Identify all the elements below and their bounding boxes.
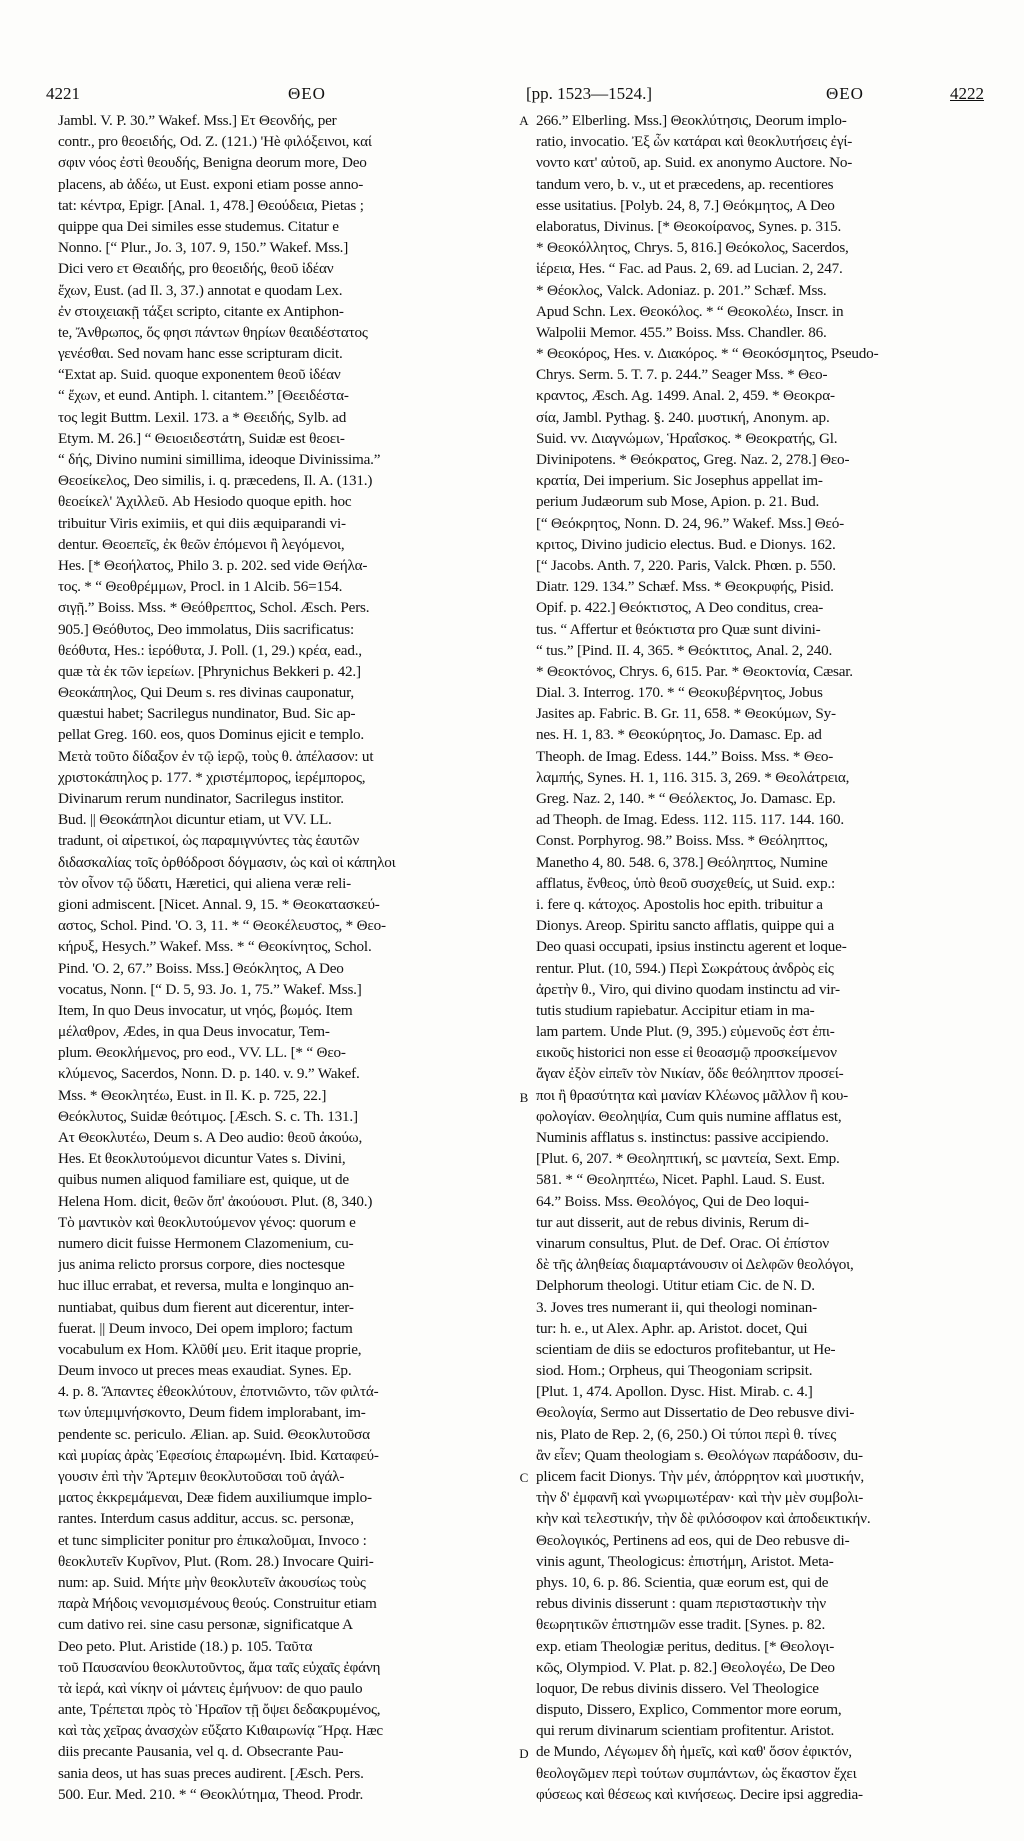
text-line: et tunc simpliciter ponitur pro ἐπικαλοῦμαι, Invoco : <box>58 1531 367 1549</box>
text-line: 3. Joves tres numerant ii, qui theologi nominan- <box>536 1298 818 1316</box>
text-line: contr., pro θεοειδής, Od. Z. (121.) 'Hè φιλόξεινοι, καί <box>58 133 372 151</box>
text-line: κρατία, Dei imperium. Sic Josephus appellat im- <box>536 472 823 490</box>
text-line: ματος ἐκκρεμάμεναι, Deæ fidem auxiliumque implo- <box>58 1489 372 1507</box>
text-line: κραντος, Æsch. Ag. 1499. Anal. 2, 459. * Θεοκρα- <box>536 387 835 405</box>
left-column <box>58 110 490 1805</box>
text-line: Nonno. [“ Plur., Jo. 3, 107. 9, 150.” Wakef. Mss.] <box>58 239 349 257</box>
text-line: [Plut. 1, 474. Apollon. Dysc. Hist. Mirab. c. 4.] <box>536 1383 813 1401</box>
text-line: “ δής, Divino numini simillima, ideoque Divinissima.” <box>58 451 381 468</box>
text-line: θεολογῶμεν περὶ τούτων συμπάντων, ὡς ἕκαστον ἔχει <box>536 1764 857 1782</box>
right-headword: ΘΕΟ <box>826 84 864 103</box>
text-line: plum. Θεοκλήμενος, pro eod., VV. LL. [* “ Θεο- <box>58 1044 346 1062</box>
text-line: tutis studium rapiebatur. Accipitur etiam in ma- <box>536 1001 815 1019</box>
text-line: sania deos, ut has suas preces audirent. [Æsch. Pers. <box>58 1764 364 1782</box>
text-line: Τὸ μαντικὸν καὶ θεοκλυτούμενον γένος: quorum e <box>58 1213 356 1231</box>
text-line: rantes. Interdum casus additur, accus. sc. personæ, <box>58 1510 354 1528</box>
text-line: 500. Eur. Med. 210. * “ Θεοκλύτημα, Theod. Prodr. <box>58 1785 364 1803</box>
text-line: Numinis afflatus s. instinctus: passive accipiendo. <box>536 1129 829 1146</box>
text-line: Dici vero ετ Θεαιδής, pro θεοειδής, θεοῦ ἰδέαν <box>58 260 334 278</box>
text-line: Dionys. Areop. Spiritu sancto afflatis, quippe qui a <box>536 917 835 935</box>
text-line: de Mundo, Λέγωμεν δὴ ἡμεῖς, καὶ καθ' ὅσον ἐφικτόν, <box>536 1743 852 1761</box>
text-line: παρὰ Μήδοις νενομισμένους θεούς. Construitur etiam <box>58 1595 377 1613</box>
text-line: fuerat. || Deum invoco, Dei opem imploro; factum <box>58 1319 353 1337</box>
text-line: Θεολογικός, Pertinens ad eos, qui de Deo rebusve di- <box>536 1531 850 1549</box>
text-line: ἱέρεια, Hes. “ Fac. ad Paus. 2, 69. ad Lucian. 2, 247. <box>536 260 843 278</box>
text-line: διδασκαλίας τοῖς ὀρθόδροσι δόγμασιν, ὡς καὶ οἱ κάπηλοι <box>58 853 396 871</box>
text-line: τὸν οἶνον τῷ ὕδατι, Hæretici, qui aliena veræ reli- <box>58 874 352 892</box>
text-line: Etym. M. 26.] “ Θειοειδεστάτη, Suidæ est θεοει- <box>58 429 345 447</box>
text-line: dentur. Θεοεπεῖς, ἐκ θεῶν ἐπόμενοι ἢ λεγόμενοι, <box>58 535 345 553</box>
text-line: Apud Schn. Lex. Θεοκόλος. * “ Θεοκολέω, Inscr. in <box>536 302 844 320</box>
text-line: lam partem. Unde Plut. (9, 395.) εὐμενοῦς ἐστ ἐπι- <box>536 1023 835 1041</box>
text-line: Θεοκάπηλος, Qui Deum s. res divinas cauponatur, <box>58 684 355 702</box>
text-line: τὴν δ' ἐμφανῆ καὶ γνωριμωτέραν· καὶ τὴν μὲν συμβολι- <box>536 1489 864 1507</box>
text-line: Manetho 4, 80. 548. 6, 378.] Θεόληπτος, Numine <box>536 853 828 871</box>
text-line: Deo quasi occupati, ipsius instinctu agerent et loque- <box>536 938 847 956</box>
text-line: * Θεοκτόνος, Chrys. 6, 615. Par. * Θεοκτονία, Cæsar. <box>536 662 853 680</box>
text-line: καὶ τὰς χεῖρας ἀνασχὼν εὔξατο Κιθαιρωνίᾳ Ἥρᾳ. Hæc <box>58 1722 383 1740</box>
text-line: pendente sc. periculo. Ælian. ap. Suid. Θεοκλυτοῦσα <box>58 1425 370 1443</box>
page-range: [pp. 1523—1524.] <box>526 84 653 103</box>
text-line: Const. Porphyrog. 98.” Boiss. Mss. * Θεόληπτος, <box>536 832 828 850</box>
text-line: * Θέοκλος, Valck. Adoniaz. p. 201.” Schæf. Mss. <box>536 281 827 299</box>
text-line: φύσεως καὶ θέσεως καὶ κινήσεως. Decire ipsi aggredia- <box>536 1785 863 1803</box>
text-line: Pind. 'O. 2, 67.” Boiss. Mss.] Θεόκλητος, A Deo <box>58 959 344 977</box>
text-line: siod. Hom.; Orpheus, qui Theogoniam scripsit. <box>536 1362 813 1380</box>
text-line: σφιν νόος ἐστὶ θεουδής, Benigna deorum more, Deo <box>58 154 367 172</box>
text-line: ἄγαν ἐξὸν εἰπεῖν τὸν Νικίαν, ὅδε θεόληπτον προσεί- <box>536 1065 844 1083</box>
text-line: num: ap. Suid. Μήτε μὴν θεοκλυτεῖν ἀκουσίως τοὺς <box>58 1573 366 1591</box>
text-line: Μετὰ τοῦτο δίδαξον ἐν τῷ ἱερῷ, τοὺς θ. ἀπέλασον: ut <box>58 747 374 765</box>
margin-letter-a: A <box>519 113 529 128</box>
right-column <box>536 110 988 1805</box>
text-line: Chrys. Serm. 5. T. 7. p. 244.” Seager Mss. * Θεο- <box>536 366 828 384</box>
text-line: tradunt, οἱ αἱρετικοί, ὡς παραμιγνύντες τὰς ἑαυτῶν <box>58 832 360 850</box>
text-line: loquor, De rebus divinis dissero. Vel Theologice <box>536 1679 819 1697</box>
text-line: vocatus, Nonn. [“ D. 5, 93. Jo. 1, 75.” Wakef. Mss.] <box>58 980 362 998</box>
text-line: 581. * “ Θεοληπτέω, Nicet. Paphl. Laud. S. Eust. <box>536 1171 825 1189</box>
text-line: ἂν εἶεν; Quam theologiam s. Θεολόγων παράδοσιν, du- <box>536 1446 863 1464</box>
text-line: θεοείκελ' Ἀχιλλεῦ. Ab Hesiodo quoque epith. hoc <box>58 493 352 511</box>
text-line: ante, Τρέπεται πρὸς τὸ Ἡραῖον τῇ ὄψει δεδακρυμένος, <box>58 1701 381 1719</box>
text-line: Suid. vv. Διαγνώμων, Ἡραΐσκος. * Θεοκρατής, Gl. <box>536 429 838 447</box>
text-line: ad Theoph. de Imag. Edess. 112. 115. 117. 144. 160. <box>536 811 844 829</box>
text-line: ποι ἢ θρασύτητα καὶ μανίαν Κλέωνος μᾶλλον ἢ κου- <box>536 1086 849 1104</box>
text-line: ἐν στοιχειακῇ τάξει scripto, citante ex Antiphon- <box>58 302 344 320</box>
text-line: τος legit Buttm. Lexil. 173. a * Θεειδής, Sylb. ad <box>58 408 347 426</box>
text-line: Θεοείκελος, Deo similis, i. q. præcedens, Il. A. (131.) <box>58 472 373 490</box>
text-line: tandum vero, b. v., ut et præcedens, ap. recentiores <box>536 175 834 193</box>
text-line: Divinipotens. * Θεόκρατος, Greg. Naz. 2, 278.] Θεο- <box>536 451 850 468</box>
text-line: καὶ μυρίας ἀρὰς Ἐφεσίοις ἐπαρωμένη. Ibid. Καταφεύ- <box>58 1446 379 1464</box>
margin-letter-b: B <box>519 1090 529 1105</box>
text-line: tur: h. e., ut Alex. Aphr. ap. Aristot. docet, Qui <box>536 1319 808 1337</box>
text-line: Diatr. 129. 134.” Schæf. Mss. * Θεοκρυφής, Pisid. <box>536 578 834 596</box>
text-line: gioni admiscent. [Nicet. Annal. 9, 15. * Θεοκατασκεύ- <box>58 895 380 913</box>
text-line: 905.] Θεόθυτος, Deo immolatus, Diis sacrificatus: <box>58 620 354 638</box>
text-line: disputo, Dissero, Explico, Commentor more eorum, <box>536 1701 842 1719</box>
text-line: afflatus, ἔνθεος, ὑπὸ θεοῦ συσχεθείς, ut Suid. exp.: <box>536 874 836 892</box>
text-line: quippe qua Dei similes esse studemus. Citatur e <box>58 217 339 235</box>
left-headword: ΘΕΟ <box>288 84 326 103</box>
text-line: Bud. || Θεοκάπηλοι dicuntur etiam, ut VV. LL. <box>58 811 332 829</box>
text-line: vinarum consultus, Plut. de Def. Orac. Οἱ ἐπίστον <box>536 1234 829 1252</box>
text-line: δὲ τῆς ἀληθείας διαμαρτάνουσιν οἱ Δελφῶν θεολόγοι, <box>536 1256 854 1274</box>
text-line: Deum invoco ut preces meas exaudiat. Synes. Ep. <box>58 1362 352 1380</box>
text-line: αστος, Schol. Pind. 'O. 3, 11. * “ Θεοκέλευστος, * Θεο- <box>58 917 386 935</box>
text-line: Mss. * Θεοκλητέω, Eust. in Il. K. p. 725, 22.] <box>58 1086 327 1104</box>
text-line: Walpolii Memor. 455.” Boiss. Mss. Chandler. 86. <box>536 323 827 341</box>
text-line: huc illuc errabat, et reversa, multa e longinquo an- <box>58 1277 354 1295</box>
text-line: κριτος, Divino judicio electus. Bud. e Dionys. 162. <box>536 535 836 553</box>
text-line: Theoph. de Imag. Edess. 144.” Boiss. Mss. * Θεο- <box>536 747 834 765</box>
text-line: nes. H. 1, 83. * Θεοκύρητος, Jo. Damasc. Ep. ad <box>536 726 822 744</box>
margin-letter-c: C <box>519 1470 529 1485</box>
text-line: esse usitatius. [Polyb. 24, 8, 7.] Θεόκμητος, A Deo <box>536 196 835 214</box>
text-line: jus anima relicto prorsus corpore, dies noctesque <box>58 1256 345 1274</box>
text-line: των ὑπεμιμνήσκοντο, Deum fidem implorabant, im- <box>58 1404 366 1422</box>
text-line: Deo peto. Plut. Aristide (18.) p. 105. Ταῦτα <box>58 1637 313 1655</box>
text-line: κὴν καὶ τελεστικήν, τὴν δὲ φιλόσοφον καὶ ἀποδεικτικήν. <box>536 1510 871 1528</box>
text-line: Jasites ap. Fabric. B. Gr. 11, 658. * Θεοκύμων, Sy- <box>536 705 836 723</box>
text-line: Greg. Naz. 2, 140. * “ Θεόλεκτος, Jo. Damasc. Ep. <box>536 790 836 807</box>
text-line: ἀρετὴν θ., Viro, qui divino quodam instinctu ad vir- <box>536 980 840 998</box>
text-line: Dial. 3. Interrog. 170. * “ Θεοκυβέρνητος, Jobus <box>536 684 823 702</box>
text-line: quæstui habet; Sacrilegus nundinator, Bud. Sic ap- <box>58 705 356 723</box>
text-line: Delphorum theologi. Utitur etiam Cic. de N. D. <box>536 1277 815 1295</box>
text-line: κήρυξ, Hesych.” Wakef. Mss. * “ Θεοκίνητος, Schol. <box>58 938 372 956</box>
text-line: rentur. Plut. (10, 594.) Περὶ Σωκράτους ἀνδρὸς εἰς <box>536 959 834 977</box>
text-line: τος. * “ Θεοθρέμμων, Procl. in 1 Alcib. 56=154. <box>58 578 343 596</box>
text-line: placens, ab ἀδέω, ut Eust. exponi etiam posse anno- <box>58 175 364 193</box>
text-line: [“ Θεόκρητος, Nonn. D. 24, 96.” Wakef. Mss.] Θεό- <box>536 514 844 532</box>
text-line: elaboratus, Divinus. [* Θεοκοίρανος, Synes. p. 315. <box>536 217 842 235</box>
text-line: τοῦ Παυσανίου θεοκλυτοῦντος, ἅμα ταῖς εὐχαῖς ἐφάνη <box>58 1658 381 1676</box>
text-line: nuntiabat, quibus dum fierent aut dicerentur, inter- <box>58 1298 354 1316</box>
text-line: tur aut disserit, aut de rebus divinis, Rerum di- <box>536 1213 809 1231</box>
text-line: φολογίαν. Θεοληψία, Cum quis numine afflatus est, <box>536 1107 842 1125</box>
text-line: γενέσθαι. Sed novam hanc esse scripturam dicit. <box>58 345 343 363</box>
text-line: λαμπής, Synes. H. 1, 116. 315. 3, 269. * Θεολάτρεια, <box>536 768 850 786</box>
text-line: θεωρητικῶν ἐπιστημῶν esse tradit. [Synes. p. 82. <box>536 1616 826 1634</box>
running-head <box>46 84 984 110</box>
text-line: θεοκλυτεῖν Κυρῖνον, Plut. (Rom. 28.) Invocare Quiri- <box>58 1552 374 1570</box>
text-line: χριστοκάπηλος p. 177. * χριστέμπορος, ἱερέμπορος, <box>58 768 366 786</box>
text-line: exp. etiam Theologiæ peritus, deditus. [* Θεολογι- <box>536 1637 835 1655</box>
text-line: perium Judæorum sub Mose, Apion. p. 21. Bud. <box>536 493 820 511</box>
text-line: Ατ Θεοκλυτέω, Deum s. A Deo audio: θεοῦ ἀκούω, <box>58 1129 363 1146</box>
text-line: “ ἔχων, et eund. Antiph. l. citantem.” [Θεειδέστα- <box>58 387 349 405</box>
text-line: [“ Jacobs. Anth. 7, 220. Paris, Valck. Phœn. p. 550. <box>536 556 836 574</box>
text-line: te, Ἄνθρωπος, ὅς φησι πάντων θηρίων θεαιδέστατος <box>58 323 368 341</box>
text-line: tat: κέντρα, Epigr. [Anal. 1, 478.] Θεούδεια, Pietas ; <box>58 196 364 214</box>
text-line: tribuitur Viris eximiis, et qui diis æquiparandi vi- <box>58 514 346 532</box>
text-line: κῶς, Olympiod. V. Plat. p. 82.] Θεολογέω, De Deo <box>536 1658 835 1676</box>
text-line: ratio, invocatio. Ἐξ ὧν κατάραι καὶ θεοκλυτήσεις ἐγί- <box>536 133 853 151</box>
text-line: εικοῦς historici non esse εἰ θεοασμῷ προσκείμενον <box>536 1044 837 1062</box>
text-line: γουσιν ἐπὶ τὴν Ἄρτεμιν θεοκλυτοῦσαι τοῦ ἀγάλ- <box>58 1468 345 1485</box>
text-line: Hes. [* Θεοήλατος, Philo 3. p. 202. sed vide Θεήλα- <box>58 556 368 574</box>
text-line: cum dativo rei. sine casu personæ, significatque A <box>58 1616 353 1634</box>
text-line: i. fere q. κάτοχος. Apostolis hoc epith. tribuitur a <box>536 895 823 913</box>
text-line: scientiam de diis se edocturos profitebantur, ut He- <box>536 1340 836 1358</box>
text-line: rebus divinis disserunt : quam περισταστικὴν τὴν <box>536 1595 826 1613</box>
text-line: θεόθυτα, Hes.: ἱερόθυτα, J. Poll. (1, 29.) κρέα, ead., <box>58 641 362 659</box>
text-line: * Θεοκόρος, Hes. v. Διακόρος. * “ Θεοκόσμητος, Pseudo- <box>536 345 879 363</box>
text-line: 4. p. 8. Ἅπαντες ἐθεοκλύτουν, ἐποτνιῶντο, τῶν φιλτά- <box>58 1383 379 1401</box>
right-page-number: 4222 <box>950 84 984 103</box>
text-line: 266.” Elberling. Mss.] Θεοκλύτησις, Deorum implo- <box>536 112 847 129</box>
text-line: quibus numen aliquod familiare est, quique, ut de <box>58 1171 349 1189</box>
text-line: tus. “ Affertur et θεόκτιστα pro Quæ sunt divini- <box>536 620 821 638</box>
text-line: Item, In quo Deus invocatur, ut νηός, βωμός. Item <box>58 1001 353 1019</box>
text-line: Divinarum rerum nundinator, Sacrilegus institor. <box>58 790 344 807</box>
text-line: Θεόκλυτος, Suidæ θεότιμος. [Æsch. S. c. Th. 131.] <box>58 1107 358 1125</box>
text-line: “ tus.” [Pind. II. 4, 365. * Θεόκτιτος, Anal. 2, 240. <box>536 641 833 659</box>
text-line: Helena Hom. dicit, θεῶν ὄπ' ἀκούουσι. Plut. (8, 340.) <box>58 1192 373 1210</box>
text-line: vocabulum ex Hom. Κλῦθί μευ. Erit itaque proprie, <box>58 1340 362 1358</box>
text-line: nis, Plato de Rep. 2, (6, 250.) Οἱ τύποι περὶ θ. τίνες <box>536 1425 837 1443</box>
text-line: τὰ ἱερά, καὶ νίκην οἱ μάντεις ἐμήνυον: de quo paulo <box>58 1679 363 1697</box>
text-line: plicem facit Dionys. Τὴν μέν, ἀπόρρητον καὶ μυστικήν, <box>536 1468 864 1485</box>
text-line: Jambl. V. P. 30.” Wakef. Mss.] Ετ Θεονδής, per <box>58 112 337 129</box>
text-line: “Extat ap. Suid. quoque exponentem θεοῦ ἰδέαν <box>58 366 341 384</box>
text-line: νοντο κατ' αὐτοῦ, ap. Suid. ex anonymo Auctore. No- <box>536 154 853 172</box>
text-line: Opif. p. 422.] Θεόκτιστος, A Deo conditus, crea- <box>536 599 824 617</box>
text-line: ἔχων, Eust. (ad Il. 3, 37.) annotat e quodam Lex. <box>58 281 343 299</box>
text-line: vinis agunt, Theologicus: ἐπιστήμη, Aristot. Meta- <box>536 1552 834 1570</box>
text-line: κλύμενος, Sacerdos, Nonn. D. p. 140. v. 9.” Wakef. <box>58 1065 360 1083</box>
text-line: 64.” Boiss. Mss. Θεολόγος, Qui de Deo loqui- <box>536 1192 809 1210</box>
text-line: quæ τὰ ἐκ τῶν ἱερείων. [Phrynichus Bekkeri p. 42.] <box>58 662 361 680</box>
text-line: [Plut. 6, 207. * Θεοληπτική, sc μαντεία, Sext. Emp. <box>536 1150 840 1168</box>
text-line: numero dicit fuisse Hermonem Clazomenium, cu- <box>58 1234 354 1252</box>
text-line: Θεολογία, Sermo aut Dissertatio de Deo rebusve divi- <box>536 1404 855 1422</box>
text-line: σιγῇ.” Boiss. Mss. * Θεόθρεπτος, Schol. Æsch. Pers. <box>58 599 370 617</box>
text-line: phys. 10, 6. p. 86. Scientia, quæ eorum est, qui de <box>536 1573 829 1591</box>
text-line: qui rerum divinarum scientiam profitentur. Aristot. <box>536 1722 835 1740</box>
text-line: * Θεοκόλλητος, Chrys. 5, 816.] Θεόκολος, Sacerdos, <box>536 239 849 257</box>
left-page-number: 4221 <box>46 84 80 103</box>
margin-letter-d: D <box>519 1746 529 1761</box>
text-line: μέλαθρον, Ædes, in qua Deus invocatur, Tem- <box>58 1023 330 1041</box>
text-line: σία, Jambl. Pythag. §. 240. μυστική, Anonym. ap. <box>536 408 830 426</box>
text-line: pellat Greg. 160. eos, quos Dominus ejicit e templo. <box>58 726 364 744</box>
text-line: diis precante Pausania, vel q. d. Obsecrante Pau- <box>58 1743 344 1761</box>
text-line: Hes. Et θεοκλυτούμενοι dicuntur Vates s. Divini, <box>58 1150 346 1168</box>
